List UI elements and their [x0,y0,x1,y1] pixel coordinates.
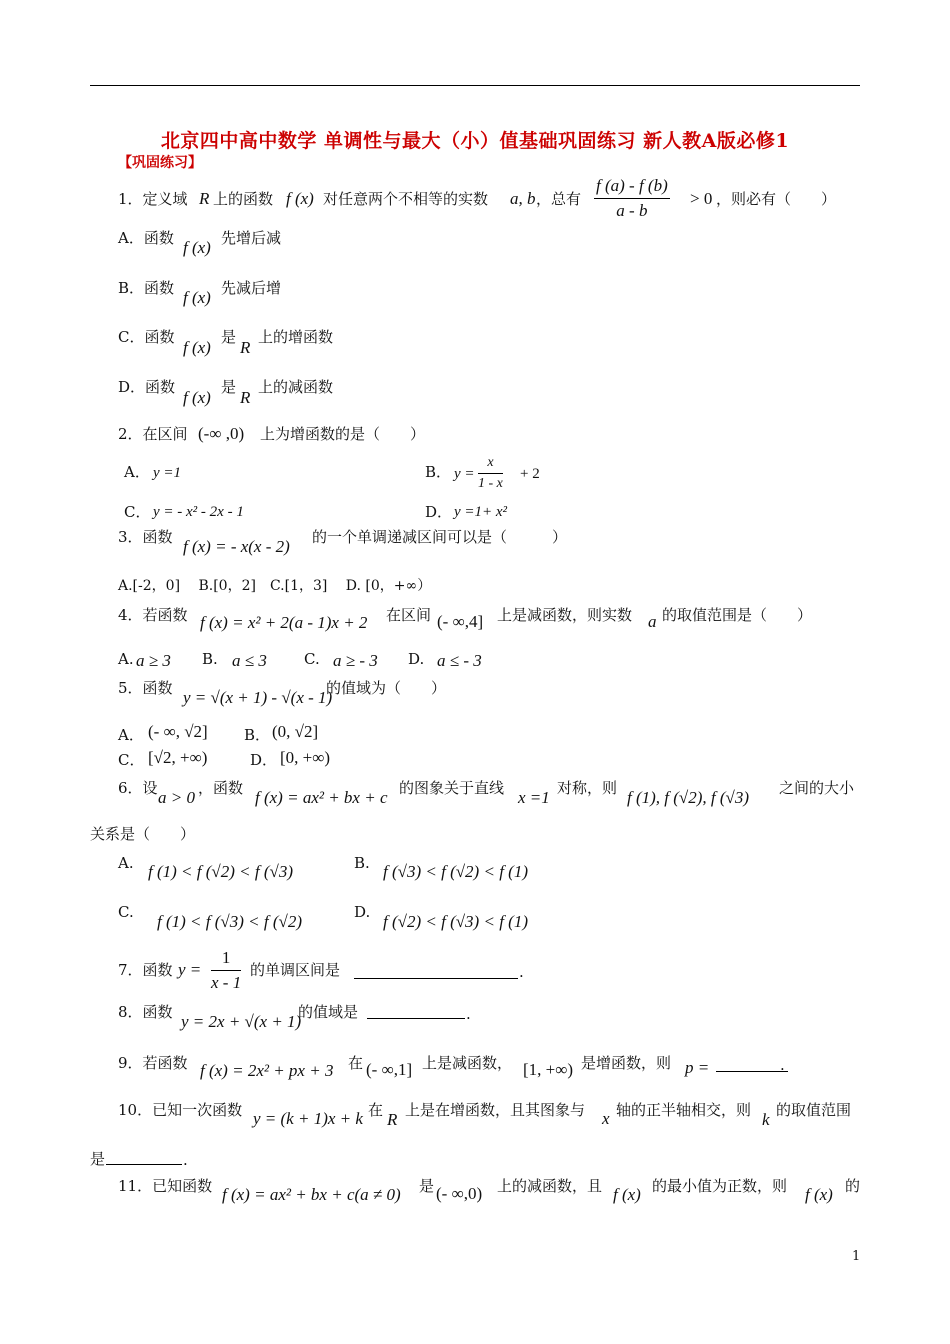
q6-option-b-math: f (√3) < f (√2) < f (1) [383,862,528,881]
q10-text-1: 10．已知一次函数 [118,1101,243,1119]
q2-option-b-tail: + 2 [520,466,540,482]
q2-option-a-label: A． [124,463,150,481]
q4-interval: (- ∞,4] [437,612,484,631]
q9-text-3: 上是减函数， [422,1054,513,1072]
q7-text-1: 7．函数 [118,961,173,979]
q5-option-a-math: (- ∞, √2] [148,722,208,741]
q1-option-c-label: C．函数 [118,328,175,346]
q5-option-d-math: [0, +∞) [280,748,331,767]
q8-text-1: 8．函数 [118,1003,173,1021]
q1-option-d-fx: f (x) [183,388,211,407]
q10-x: x [602,1109,610,1128]
q3-text-2: 的一个单调递减区间可以是（ ） [312,528,568,546]
q3-text-1: 3．函数 [118,528,173,546]
q1-option-a-label: A．函数 [118,229,174,247]
q6-option-d-label: D. [354,903,371,921]
q11-text-1: 11．已知函数 [118,1177,213,1195]
q1-option-a-fx: f (x) [183,238,211,257]
q10-text-3: 上是在增函数，且其图象与 [405,1101,586,1119]
q11-fx-1: f (x) [613,1185,641,1204]
q11-math: f (x) = ax² + bx + c(a ≠ 0) [222,1185,401,1204]
q1-text-1: 1．定义域 [118,190,188,208]
q11-text-5: 的 [845,1177,861,1195]
q6-text-1: 6．设 [118,779,158,797]
q4-text-4: 的取值范围是（ ） [662,606,813,624]
q6-text-4: 对称，则 [557,779,618,797]
q6-option-a-label: A. [118,854,134,872]
q2-interval: (-∞ ,0) [198,424,245,443]
q2-option-c-label: C． [124,503,151,521]
q6-text-6: 关系是（ ） [90,825,196,843]
page-title: 北京四中高中数学 单调性与最大（小）值基础巩固练习 新人教A版必修1 [160,130,790,152]
q6-option-b-label: B. [354,854,370,872]
q4-text-1: 4．若函数 [118,606,188,624]
q1-option-d-text: 上的减函数 [258,378,334,396]
q1-text-5: ，则必有（ ） [716,190,837,208]
header-rule [90,85,860,86]
q1-option-d-R: R [240,388,251,407]
q4-option-d-label: D. [408,650,425,668]
q1-R: R [199,189,210,208]
q4-option-b-math: a ≤ 3 [232,651,267,670]
q1-option-c-fx: f (x) [183,338,211,357]
q7-fraction [211,948,241,993]
q9-text-1: 9．若函数 [118,1054,188,1072]
q4-a: a [648,612,657,631]
q6-vals: f (1), f (√2), f (√3) [627,788,750,807]
q10-text-4: 轴的正半轴相交，则 [616,1101,752,1119]
q11-text-4: 的最小值为正数，则 [652,1177,788,1195]
q2-option-d-label: D． [425,503,453,521]
q8-text-2: 的值域是 [298,1003,359,1021]
page-number: 1 [852,1249,861,1264]
section-heading: 【巩固练习】 [118,155,202,171]
q1-option-b-text: 先减后增 [221,279,282,297]
q6-option-d-math: f (√2) < f (√3) < f (1) [383,912,528,931]
q8-answer-blank[interactable] [367,1018,465,1019]
q5-text-1: 5．函数 [118,679,173,697]
q5-option-d-label: D． [250,751,278,769]
q7-text-3: . [519,963,524,981]
q7-numerator: 1 [211,948,241,971]
q11-fx-2: f (x) [805,1185,833,1204]
q2-option-c-math: y = - x² - 2x - 1 [153,504,244,520]
q10-text-2: 在 [368,1101,384,1119]
q4-math: f (x) = x² + 2(a - 1)x + 2 [200,613,368,632]
q7-text-2: 的单调区间是 [250,961,341,979]
q1-option-c-mid: 是 [221,328,237,346]
q6-option-c-math: f (1) < f (√3) < f (√2) [157,912,302,931]
q6-option-a-math: f (1) < f (√2) < f (√3) [148,862,293,881]
q11-text-2: 是 [419,1177,435,1195]
q9-answer-blank[interactable] [716,1071,788,1072]
q11-interval: (- ∞,0) [436,1184,483,1203]
q1-option-c-R: R [240,338,251,357]
q9-text-4: 是增函数，则 [581,1054,672,1072]
q4-option-c-math: a ≥ - 3 [333,651,378,670]
q7-denominator: x - 1 [211,973,242,992]
q1-text-2: 上的函数 [213,190,274,208]
q8-text-3: . [466,1005,471,1023]
q4-option-c-label: C. [304,650,320,668]
q1-option-d-mid: 是 [221,378,237,396]
q2-option-b-numerator: x [478,455,503,474]
q1-gt-zero: > 0 [690,189,713,208]
q6-text-3: 的图象关于直线 [399,779,505,797]
q1-option-c-text: 上的增函数 [258,328,334,346]
q1-option-b-fx: f (x) [183,288,211,307]
q4-option-a-label: A. [118,650,134,668]
q6-text-2: ，函数 [198,779,244,797]
q2-option-d-math: y =1+ x² [454,504,508,520]
q2-option-b-label: B． [425,463,452,481]
q1-fraction [594,176,670,221]
q5-math: y = √(x + 1) - √(x - 1) [183,688,333,707]
q6-math: f (x) = ax² + bx + c [255,788,388,807]
q7-answer-blank[interactable] [354,978,518,979]
q10-text-6: 是 [90,1150,106,1168]
q5-option-c-label: C． [118,751,145,769]
q3-options: A.[-2，0] B.[0，2] C.[1，3] D. [0，+∞） [118,578,432,594]
q1-option-a-text: 先增后减 [221,229,282,247]
q2-option-b-fraction [478,455,503,492]
q8-math: y = 2x + √(x + 1) [181,1012,302,1031]
q10-text-7: . [183,1151,188,1169]
q5-option-b-math: (0, √2] [272,722,319,741]
q1-option-d-label: D．函数 [118,378,176,396]
q2-option-b-y: y = [454,466,475,482]
q5-option-b-label: B． [244,726,271,744]
q10-math: y = (k + 1)x + k [253,1109,363,1128]
q4-option-b-label: B. [202,650,218,668]
q1-fraction-numerator: f (a) - f (b) [594,176,670,199]
q6-option-c-label: C. [118,903,134,921]
q10-k: k [762,1110,770,1129]
q6-a: a > 0 [158,788,195,807]
q1-text-4: ，总有 [536,190,582,208]
q1-fx: f (x) [286,189,314,208]
q1-fraction-denominator: a - b [616,201,648,220]
q10-text-5: 的取值范围 [776,1101,852,1119]
q9-text-5: . [780,1056,785,1074]
q5-option-a-label: A． [118,726,144,744]
q1-option-b-label: B．函数 [118,279,175,297]
q1-ab: a, b [510,189,536,208]
q10-R: R [387,1110,398,1129]
q7-y: y = [178,960,202,979]
q5-text-2: 的值域为（ ） [326,679,447,697]
q9-interval-1: (- ∞,1] [366,1060,413,1079]
q2-option-a-math: y =1 [153,465,182,481]
q6-text-5: 之间的大小 [779,779,855,797]
q4-text-3: 上是减函数，则实数 [497,606,633,624]
q11-text-3: 上的减函数，且 [497,1177,603,1195]
q2-text-2: 上为增函数的是（ ） [260,425,426,443]
q9-text-2: 在 [348,1054,364,1072]
q6-line: x =1 [518,788,550,807]
q10-answer-blank[interactable] [106,1164,182,1165]
q1-text-3: 对任意两个不相等的实数 [323,190,489,208]
q3-math: f (x) = - x(x - 2) [183,537,290,556]
q9-p: p = [685,1058,710,1077]
q5-option-c-math: [√2, +∞) [148,748,208,767]
q9-math: f (x) = 2x² + px + 3 [200,1061,334,1080]
q2-text-1: 2．在区间 [118,425,188,443]
q4-text-2: 在区间 [386,606,432,624]
q4-option-d-math: a ≤ - 3 [437,651,482,670]
q4-option-a-math: a ≥ 3 [136,651,171,670]
q9-interval-2: [1, +∞) [523,1060,574,1079]
q2-option-b-denominator: 1 - x [478,476,503,491]
